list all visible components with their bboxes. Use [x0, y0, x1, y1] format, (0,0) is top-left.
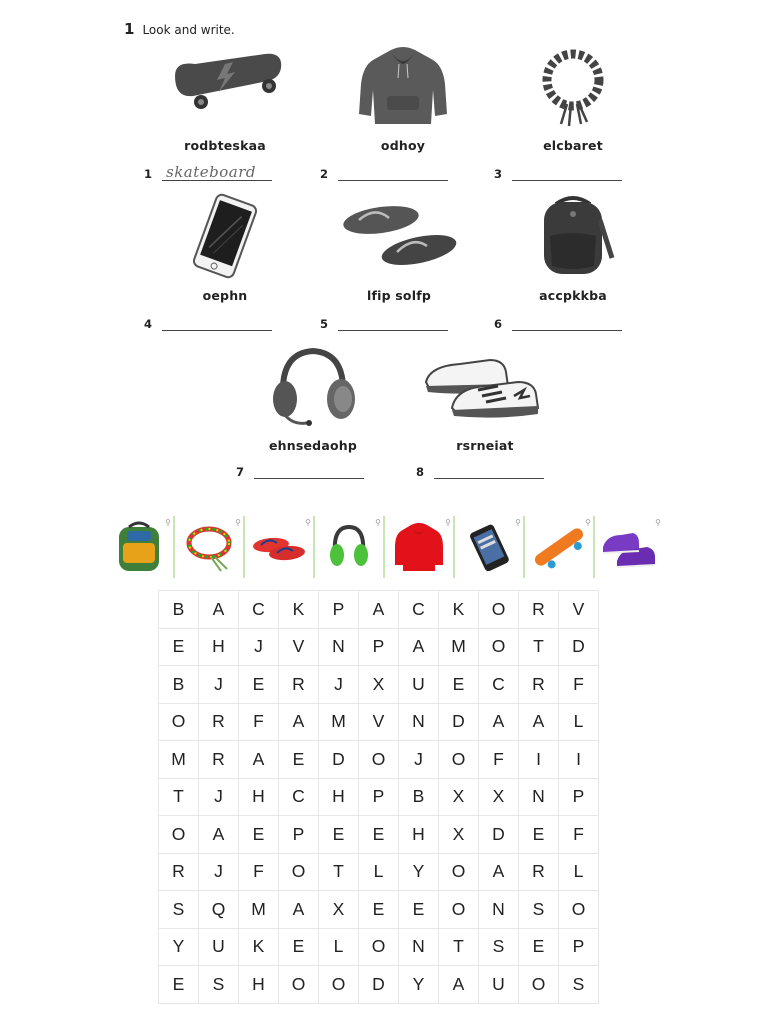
- grid-letter[interactable]: P: [319, 591, 359, 629]
- grid-letter[interactable]: N: [399, 703, 439, 741]
- grid-row: [159, 928, 599, 966]
- grid-letter[interactable]: F: [559, 666, 599, 704]
- grid-letter[interactable]: X: [319, 891, 359, 929]
- scrambled-word: rsrneiat: [456, 438, 514, 453]
- grid-letter[interactable]: F: [559, 816, 599, 854]
- grid-letter[interactable]: P: [279, 816, 319, 854]
- grid-letter[interactable]: K: [439, 591, 479, 629]
- scrambled-word: accpkkba: [539, 288, 607, 303]
- grid-letter[interactable]: X: [439, 816, 479, 854]
- answer-1[interactable]: [144, 163, 272, 181]
- word-search-grid: [158, 590, 599, 1004]
- picture-strip: [105, 516, 663, 578]
- answer-3[interactable]: [494, 166, 622, 181]
- scrambled-word: rodbteskaa: [184, 138, 266, 153]
- grid-letter[interactable]: D: [359, 966, 399, 1004]
- item-hoody: [318, 40, 488, 153]
- item-backpack: [488, 190, 658, 303]
- grid-letter[interactable]: E: [159, 966, 199, 1004]
- grid-letter[interactable]: H: [319, 778, 359, 816]
- grid-letter[interactable]: A: [359, 591, 399, 629]
- grid-letter[interactable]: M: [439, 628, 479, 666]
- grid-letter[interactable]: N: [519, 778, 559, 816]
- item-skateboard: [140, 40, 310, 153]
- grid-letter[interactable]: X: [439, 778, 479, 816]
- grid-letter[interactable]: O: [519, 966, 559, 1004]
- exercise-number: 1: [124, 20, 135, 38]
- answer-line[interactable]: [254, 464, 364, 479]
- backpack-icon: [488, 190, 658, 282]
- grid-letter[interactable]: R: [519, 591, 559, 629]
- grid-letter[interactable]: A: [199, 591, 239, 629]
- grid-letter[interactable]: J: [199, 778, 239, 816]
- grid-letter[interactable]: X: [359, 666, 399, 704]
- grid-letter[interactable]: M: [239, 891, 279, 929]
- item-trainers: [400, 340, 570, 453]
- grid-letter[interactable]: P: [559, 778, 599, 816]
- grid-row: [159, 591, 599, 629]
- grid-letter[interactable]: E: [239, 816, 279, 854]
- answer-number: 3: [494, 167, 503, 181]
- grid-letter[interactable]: S: [519, 891, 559, 929]
- grid-letter[interactable]: S: [159, 891, 199, 929]
- grid-letter[interactable]: U: [479, 966, 519, 1004]
- grid-row: [159, 891, 599, 929]
- grid-letter[interactable]: A: [479, 853, 519, 891]
- grid-letter[interactable]: V: [359, 703, 399, 741]
- grid-letter[interactable]: O: [479, 628, 519, 666]
- grid-letter[interactable]: R: [519, 853, 559, 891]
- grid-letter[interactable]: O: [159, 816, 199, 854]
- grid-letter[interactable]: N: [479, 891, 519, 929]
- grid-letter[interactable]: R: [199, 703, 239, 741]
- answer-number: 7: [236, 465, 245, 479]
- scrambled-word: oephn: [202, 288, 248, 303]
- grid-letter[interactable]: B: [159, 666, 199, 704]
- grid-letter[interactable]: J: [239, 628, 279, 666]
- answer-number: 1: [144, 167, 153, 181]
- grid-letter[interactable]: A: [279, 891, 319, 929]
- answer-line[interactable]: [512, 166, 622, 181]
- grid-letter[interactable]: H: [239, 966, 279, 1004]
- grid-letter[interactable]: R: [159, 853, 199, 891]
- grid-letter[interactable]: E: [519, 928, 559, 966]
- grid-letter[interactable]: D: [439, 703, 479, 741]
- grid-letter[interactable]: O: [439, 741, 479, 779]
- headphones-icon: [228, 340, 398, 432]
- grid-letter[interactable]: A: [399, 628, 439, 666]
- phone-color-icon: ⚲: [453, 516, 523, 578]
- grid-letter[interactable]: C: [279, 778, 319, 816]
- answer-number: 6: [494, 317, 503, 331]
- grid-letter[interactable]: E: [239, 666, 279, 704]
- grid-letter[interactable]: R: [199, 741, 239, 779]
- answer-number: 4: [144, 317, 153, 331]
- grid-letter[interactable]: X: [479, 778, 519, 816]
- grid-letter[interactable]: A: [479, 703, 519, 741]
- grid-letter[interactable]: P: [359, 778, 399, 816]
- answer-line[interactable]: [162, 316, 272, 331]
- exercise-instruction: Look and write.: [142, 23, 235, 37]
- answer-number: 2: [320, 167, 329, 181]
- item-bracelet: [488, 40, 658, 153]
- grid-row: [159, 703, 599, 741]
- answer-line[interactable]: [434, 464, 544, 479]
- grid-letter[interactable]: O: [319, 966, 359, 1004]
- grid-letter[interactable]: U: [399, 666, 439, 704]
- answer-line[interactable]: [162, 163, 272, 181]
- grid-letter[interactable]: O: [439, 891, 479, 929]
- hoody-icon: [318, 40, 488, 132]
- phone-icon: [140, 190, 310, 282]
- grid-letter[interactable]: P: [559, 928, 599, 966]
- answer-line[interactable]: [512, 316, 622, 331]
- headphones-color-icon: ⚲: [313, 516, 383, 578]
- grid-letter[interactable]: T: [159, 778, 199, 816]
- grid-letter[interactable]: O: [359, 741, 399, 779]
- grid-letter[interactable]: E: [279, 928, 319, 966]
- grid-letter[interactable]: R: [279, 666, 319, 704]
- answer-6[interactable]: [494, 316, 622, 331]
- grid-letter[interactable]: A: [279, 703, 319, 741]
- grid-letter[interactable]: E: [519, 816, 559, 854]
- item-headphones: [228, 340, 398, 453]
- grid-letter[interactable]: B: [159, 591, 199, 629]
- bracelet-icon: [488, 40, 658, 132]
- grid-letter[interactable]: O: [559, 891, 599, 929]
- grid-letter[interactable]: F: [479, 741, 519, 779]
- grid-letter[interactable]: T: [319, 853, 359, 891]
- grid-letter[interactable]: Y: [399, 853, 439, 891]
- grid-letter[interactable]: J: [319, 666, 359, 704]
- grid-letter[interactable]: R: [519, 666, 559, 704]
- grid-letter[interactable]: C: [399, 591, 439, 629]
- flip-flops-color-icon: ⚲: [243, 516, 313, 578]
- grid-letter[interactable]: I: [519, 741, 559, 779]
- item-flip-flops: [314, 190, 484, 303]
- grid-letter[interactable]: O: [159, 703, 199, 741]
- grid-letter[interactable]: E: [359, 816, 399, 854]
- grid-letter[interactable]: H: [239, 778, 279, 816]
- answer-5[interactable]: [320, 316, 448, 331]
- handwritten-answer: skateboard: [166, 163, 256, 181]
- grid-letter[interactable]: I: [559, 741, 599, 779]
- answer-number: 8: [416, 465, 425, 479]
- scrambled-word: elcbaret: [543, 138, 603, 153]
- grid-letter[interactable]: M: [319, 703, 359, 741]
- grid-letter[interactable]: N: [399, 928, 439, 966]
- grid-letter[interactable]: T: [439, 928, 479, 966]
- grid-letter[interactable]: L: [359, 853, 399, 891]
- answer-2[interactable]: [320, 166, 448, 181]
- grid-row: [159, 741, 599, 779]
- grid-letter[interactable]: L: [319, 928, 359, 966]
- grid-letter[interactable]: D: [479, 816, 519, 854]
- flip-flops-icon: [314, 190, 484, 282]
- grid-letter[interactable]: A: [199, 816, 239, 854]
- answer-8[interactable]: [416, 464, 544, 479]
- grid-letter[interactable]: Y: [159, 928, 199, 966]
- grid-letter[interactable]: J: [199, 666, 239, 704]
- grid-letter[interactable]: U: [199, 928, 239, 966]
- grid-letter[interactable]: P: [359, 628, 399, 666]
- grid-row: [159, 666, 599, 704]
- grid-letter[interactable]: Y: [399, 966, 439, 1004]
- grid-letter[interactable]: A: [439, 966, 479, 1004]
- skateboard-icon: [140, 40, 310, 132]
- grid-letter[interactable]: D: [319, 741, 359, 779]
- grid-letter[interactable]: E: [439, 666, 479, 704]
- bracelet-color-icon: ⚲: [173, 516, 243, 578]
- grid-letter[interactable]: O: [479, 591, 519, 629]
- grid-letter[interactable]: A: [519, 703, 559, 741]
- grid-letter[interactable]: L: [559, 853, 599, 891]
- grid-letter[interactable]: T: [519, 628, 559, 666]
- scrambled-word: ehnsedaohp: [268, 438, 357, 453]
- grid-letter[interactable]: S: [559, 966, 599, 1004]
- grid-letter[interactable]: M: [159, 741, 199, 779]
- grid-letter[interactable]: Q: [199, 891, 239, 929]
- grid-letter[interactable]: E: [159, 628, 199, 666]
- grid-letter[interactable]: E: [319, 816, 359, 854]
- answer-number: 5: [320, 317, 329, 331]
- grid-letter[interactable]: O: [359, 928, 399, 966]
- grid-row: [159, 853, 599, 891]
- grid-letter[interactable]: E: [399, 891, 439, 929]
- grid-letter[interactable]: S: [199, 966, 239, 1004]
- grid-letter[interactable]: B: [399, 778, 439, 816]
- grid-letter[interactable]: D: [559, 628, 599, 666]
- grid-letter[interactable]: O: [279, 853, 319, 891]
- grid-letter[interactable]: N: [319, 628, 359, 666]
- grid-letter[interactable]: A: [239, 741, 279, 779]
- grid-row: [159, 966, 599, 1004]
- grid-letter[interactable]: K: [279, 591, 319, 629]
- exercise-heading: [124, 20, 235, 38]
- item-phone: [140, 190, 310, 303]
- hoody-color-icon: ⚲: [383, 516, 453, 578]
- scrambled-word: lfip solfp: [366, 288, 431, 303]
- trainers-icon: [400, 340, 570, 432]
- grid-letter[interactable]: O: [439, 853, 479, 891]
- grid-letter[interactable]: F: [239, 853, 279, 891]
- grid-letter[interactable]: E: [359, 891, 399, 929]
- answer-7[interactable]: [236, 464, 364, 479]
- grid-row: [159, 628, 599, 666]
- grid-letter[interactable]: H: [199, 628, 239, 666]
- scrambled-word: odhoy: [380, 138, 426, 153]
- backpack-color-icon: ⚲: [105, 516, 173, 578]
- trainers-color-icon: ⚲: [593, 516, 663, 578]
- grid-letter[interactable]: K: [239, 928, 279, 966]
- grid-letter[interactable]: J: [399, 741, 439, 779]
- grid-letter[interactable]: F: [239, 703, 279, 741]
- grid-row: [159, 778, 599, 816]
- grid-letter[interactable]: J: [199, 853, 239, 891]
- answer-4[interactable]: [144, 316, 272, 331]
- grid-letter[interactable]: S: [479, 928, 519, 966]
- grid-row: [159, 816, 599, 854]
- grid-letter[interactable]: O: [279, 966, 319, 1004]
- grid-letter[interactable]: C: [479, 666, 519, 704]
- grid-letter[interactable]: H: [399, 816, 439, 854]
- grid-letter[interactable]: V: [559, 591, 599, 629]
- skateboard-color-icon: ⚲: [523, 516, 593, 578]
- grid-letter[interactable]: C: [239, 591, 279, 629]
- answer-line[interactable]: [338, 316, 448, 331]
- answer-line[interactable]: [338, 166, 448, 181]
- grid-letter[interactable]: E: [279, 741, 319, 779]
- grid-letter[interactable]: L: [559, 703, 599, 741]
- grid-letter[interactable]: V: [279, 628, 319, 666]
